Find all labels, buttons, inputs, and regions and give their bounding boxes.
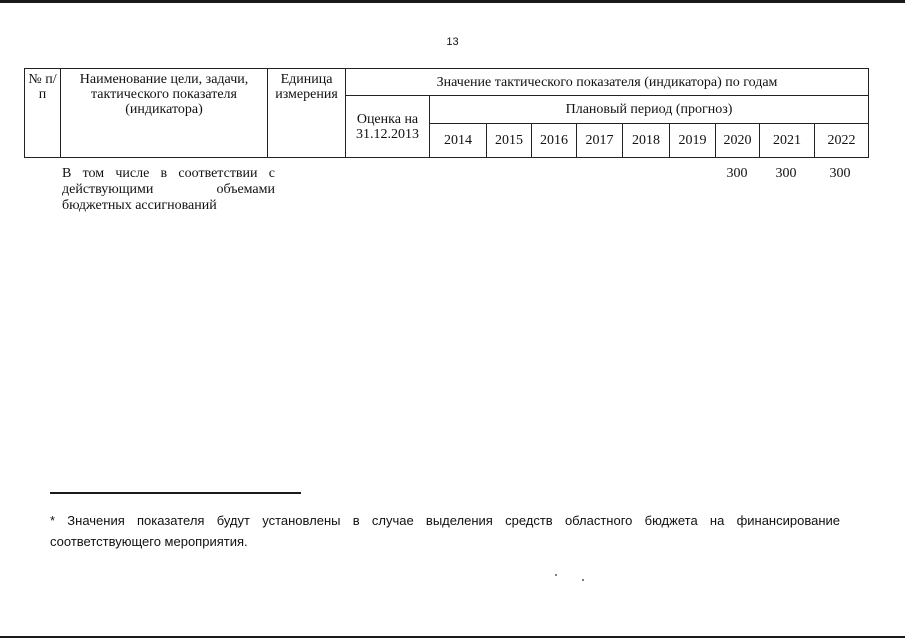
scan-speck [582, 579, 584, 581]
header-num-cell: № п/п [25, 69, 61, 158]
bottom-border-line [0, 636, 905, 638]
header-year-cell: 2016 [532, 124, 577, 158]
header-estimate-cell: Оценка на 31.12.2013 [346, 96, 430, 158]
footnote-text: * Значения показателя будут установлены в случае выделения средств областного бюджета на финансирование соответствующего мероприятия. [50, 513, 840, 549]
header-value-group-cell: Значение тактического показателя (индикатора) по годам [346, 69, 869, 96]
header-year-cell: 2014 [430, 124, 487, 158]
header-year-cell: 2015 [487, 124, 532, 158]
header-name-cell: Наименование цели, задачи, тактического показателя (индикатора) [61, 69, 268, 158]
header-year-cell: 2017 [577, 124, 623, 158]
header-year-cell: 2020 [716, 124, 760, 158]
scan-speck [555, 574, 557, 576]
header-plan-cell: Плановый период (прогноз) [430, 96, 869, 124]
row-indicator-name: В том числе в соответствии с действующими объемами бюджетных ассигнований [62, 166, 275, 213]
header-year-cell: 2021 [760, 124, 815, 158]
top-border-line [0, 0, 905, 3]
row-value-2021: 300 [775, 166, 797, 181]
footnote-separator [50, 492, 301, 494]
row-value-2020: 300 [726, 166, 748, 181]
header-year-cell: 2022 [815, 124, 869, 158]
header-unit-cell: Единица измерения [268, 69, 346, 158]
header-year-cell: 2019 [670, 124, 716, 158]
page-number: 13 [446, 36, 459, 48]
row-value-2022: 300 [829, 166, 851, 181]
header-year-cell: 2018 [623, 124, 670, 158]
indicator-table-header [24, 68, 869, 158]
